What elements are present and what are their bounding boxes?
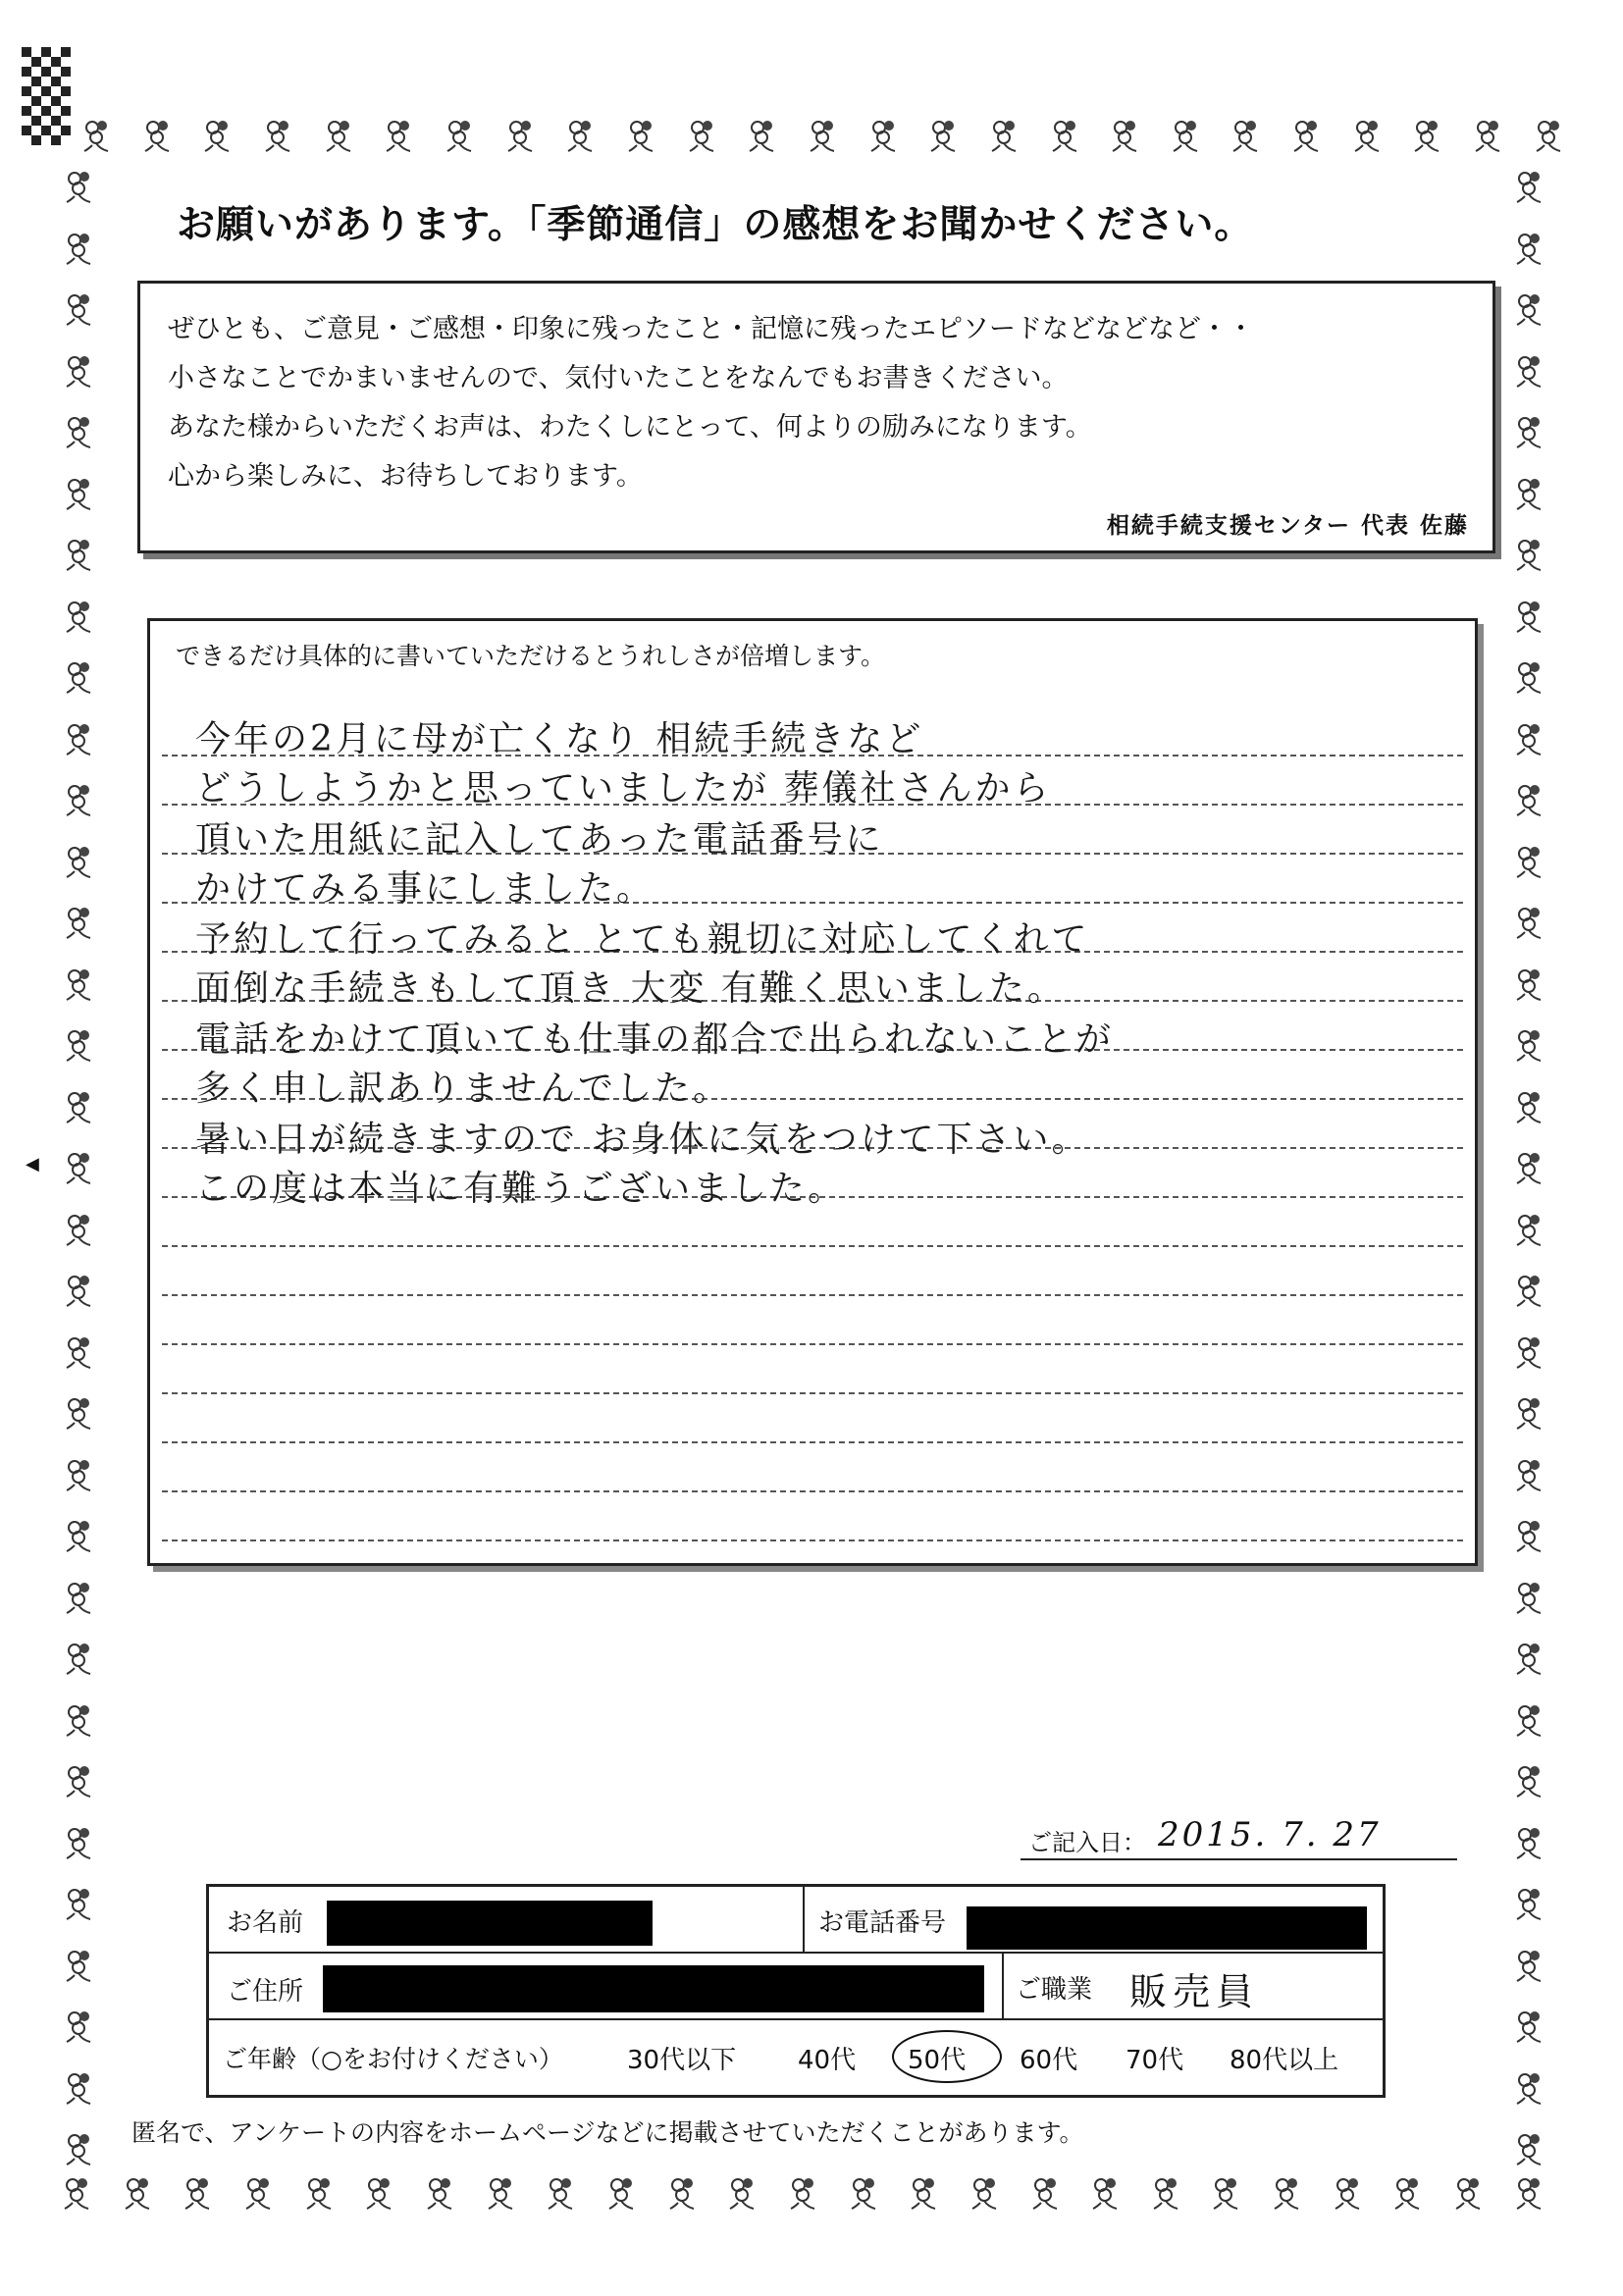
comment-box[interactable]: [147, 618, 1478, 1566]
flower-ornament-icon: [1511, 842, 1550, 881]
flower-ornament-icon: [925, 116, 965, 155]
intro-line: あなた様からいただくお声は、わたくしにとって、何よりの励みになります。: [168, 412, 1092, 443]
flower-ornament-icon: [744, 116, 783, 155]
handwritten-line: 電話をかけて頂いても仕事の都合で出られないことが: [195, 1019, 1115, 1060]
phone-redaction: [967, 1906, 1367, 1950]
flower-ornament-icon: [1208, 2173, 1247, 2213]
handwritten-line: 今年の2月に母が亡くなり 相続手続きなど: [195, 719, 924, 759]
flower-ornament-icon: [684, 116, 723, 155]
flower-ornament-icon: [1511, 1148, 1550, 1187]
name-label: お名前: [227, 1908, 304, 1938]
flower-ornament-icon: [61, 1271, 100, 1310]
flower-ornament-icon: [1511, 167, 1550, 206]
age-option-80s-or-above[interactable]: 80代以上: [1230, 2046, 1339, 2075]
comment-instruction: できるだけ具体的に書いていただけるとうれしさが倍増します。: [176, 642, 886, 670]
handwritten-line: この度は本当に有難うございました。: [195, 1169, 847, 1209]
flower-ornament-icon: [1511, 965, 1550, 1004]
flower-ornament-icon: [61, 1578, 100, 1617]
flower-ornament-icon: [1511, 1639, 1550, 1678]
flower-ornament-icon: [664, 2173, 704, 2213]
flower-ornament-icon: [502, 116, 542, 155]
flower-ornament-icon: [603, 2173, 643, 2213]
address-redaction: [323, 1965, 984, 2012]
flower-ornament-icon: [260, 116, 299, 155]
flower-ornament-icon: [1087, 2173, 1126, 2213]
flower-ornament-icon: [61, 289, 100, 329]
phone-label: お電話番号: [818, 1908, 947, 1938]
age-option-70s[interactable]: 70代: [1126, 2046, 1184, 2075]
selected-age-circle: [892, 2030, 1002, 2083]
flower-ornament-icon: [986, 116, 1025, 155]
flower-ornament-icon: [483, 2173, 522, 2213]
phone-field[interactable]: [805, 1887, 1383, 1952]
flower-ornament-icon: [967, 2173, 1006, 2213]
flower-ornament-icon: [1450, 2173, 1490, 2213]
flower-ornament-icon: [1511, 535, 1550, 574]
page-title: お願いがあります。「季節通信」の感想をお聞かせください。: [177, 203, 1254, 247]
flower-ornament-icon: [562, 116, 602, 155]
ruled-line: [162, 1392, 1463, 1394]
flower-ornament-icon: [1511, 229, 1550, 268]
signature: 相続手続支援センター 代表 佐藤: [1106, 513, 1469, 539]
flower-ornament-icon: [1511, 1516, 1550, 1555]
flower-ornament-icon: [1511, 1210, 1550, 1249]
flower-ornament-icon: [61, 842, 100, 881]
flower-ornament-icon: [543, 2173, 582, 2213]
date-label: ご記入日：: [1028, 1829, 1146, 1856]
flower-ornament-icon: [61, 229, 100, 268]
occupation-value: 販売員: [1129, 1970, 1260, 2013]
flower-ornament-icon: [61, 1025, 100, 1065]
handwritten-line: 暑い日が続きますので お身体に気をつけて下さい。: [195, 1120, 1090, 1160]
flower-ornament-icon: [1511, 2007, 1550, 2046]
flower-ornament-icon: [1531, 116, 1570, 155]
ruled-line: [162, 1539, 1463, 1541]
flower-ornament-icon: [1511, 412, 1550, 451]
flower-ornament-icon: [1511, 1332, 1550, 1372]
flower-ornament-icon: [61, 1087, 100, 1126]
date-value: 2015. 7. 27: [1158, 1815, 1382, 1854]
flower-ornament-icon: [61, 2068, 100, 2108]
intro-box: [137, 281, 1495, 553]
flower-ornament-icon: [1511, 1271, 1550, 1310]
flower-ornament-icon: [61, 1455, 100, 1494]
flower-ornament-icon: [61, 719, 100, 758]
flower-ornament-icon: [1511, 289, 1550, 329]
name-field[interactable]: [209, 1887, 803, 1952]
date-field[interactable]: [1021, 1815, 1457, 1860]
flower-ornament-icon: [61, 597, 100, 636]
info-table: [206, 1884, 1386, 2098]
flower-ornament-icon: [240, 2173, 280, 2213]
flower-ornament-icon: [1288, 116, 1328, 155]
flower-ornament-icon: [61, 1823, 100, 1862]
address-label: ご住所: [227, 1977, 304, 2007]
floral-border-bottom: [59, 2173, 1550, 2218]
flower-ornament-icon: [1511, 597, 1550, 636]
flower-ornament-icon: [1409, 116, 1448, 155]
name-redaction: [327, 1901, 653, 1946]
flower-ornament-icon: [1047, 116, 1086, 155]
flower-ornament-icon: [422, 2173, 461, 2213]
flower-ornament-icon: [1511, 1025, 1550, 1065]
flower-ornament-icon: [1511, 1823, 1550, 1862]
flower-ornament-icon: [1511, 1087, 1550, 1126]
handwritten-line: 多く申し訳ありませんでした。: [195, 1069, 732, 1109]
age-option-30s-or-below[interactable]: 30代以下: [627, 2046, 737, 2075]
flower-ornament-icon: [61, 1332, 100, 1372]
flower-ornament-icon: [61, 2007, 100, 2046]
flower-ornament-icon: [61, 412, 100, 451]
flower-ornament-icon: [199, 116, 238, 155]
flower-ornament-icon: [1511, 1455, 1550, 1494]
flower-ornament-icon: [61, 903, 100, 942]
flower-ornament-icon: [1511, 780, 1550, 819]
flower-ornament-icon: [1511, 719, 1550, 758]
flower-ornament-icon: [1027, 2173, 1067, 2213]
flower-ornament-icon: [61, 1393, 100, 1433]
flower-ornament-icon: [61, 657, 100, 697]
flower-ornament-icon: [180, 2173, 219, 2213]
floral-border-left: [61, 167, 106, 2168]
flower-ornament-icon: [61, 1516, 100, 1555]
flower-ornament-icon: [623, 116, 662, 155]
age-option-50s[interactable]: 50代: [908, 2046, 967, 2075]
flower-ornament-icon: [321, 116, 360, 155]
age-option-40s[interactable]: 40代: [798, 2046, 857, 2075]
flower-ornament-icon: [301, 2173, 340, 2213]
floral-border-top: [79, 116, 1570, 161]
flower-ornament-icon: [61, 535, 100, 574]
flower-ornament-icon: [1511, 1393, 1550, 1433]
flower-ornament-icon: [1511, 2068, 1550, 2108]
flower-ornament-icon: [1511, 1578, 1550, 1617]
flower-ornament-icon: [1511, 657, 1550, 697]
triangle-marker-icon: ◀: [26, 1154, 39, 1174]
flower-ornament-icon: [1107, 116, 1146, 155]
ruled-line: [162, 1490, 1463, 1492]
flower-ornament-icon: [61, 1884, 100, 1923]
occupation-label: ご職業: [1016, 1975, 1093, 2005]
flower-ornament-icon: [61, 351, 100, 391]
flower-ornament-icon: [865, 116, 905, 155]
age-option-60s[interactable]: 60代: [1020, 2046, 1078, 2075]
flower-ornament-icon: [61, 1761, 100, 1800]
flower-ornament-icon: [1511, 1761, 1550, 1800]
flower-ornament-icon: [61, 1700, 100, 1740]
intro-line: ぜひとも、ご意見・ご感想・印象に残ったこと・記憶に残ったエピソードなどなどなど・・: [168, 314, 1254, 344]
flower-ornament-icon: [1511, 2173, 1550, 2213]
flower-ornament-icon: [1389, 2173, 1429, 2213]
flower-ornament-icon: [61, 167, 100, 206]
intro-line: 心から楽しみに、お待ちしております。: [168, 461, 643, 492]
handwritten-line: 予約して行ってみると とても親切に対応してくれて: [195, 919, 1090, 960]
floral-border-right: [1511, 167, 1556, 2168]
flower-ornament-icon: [805, 116, 844, 155]
flower-ornament-icon: [846, 2173, 885, 2213]
flower-ornament-icon: [1269, 2173, 1308, 2213]
address-field[interactable]: [209, 1954, 1002, 2018]
flower-ornament-icon: [1511, 1946, 1550, 1985]
flower-ornament-icon: [1228, 116, 1267, 155]
flower-ornament-icon: [61, 1210, 100, 1249]
ruled-line: [162, 1441, 1463, 1443]
flower-ornament-icon: [724, 2173, 763, 2213]
flower-ornament-icon: [1511, 351, 1550, 391]
ruled-line: [162, 1245, 1463, 1247]
ruled-line: [162, 1343, 1463, 1345]
occupation-field[interactable]: [1004, 1954, 1383, 2018]
flower-ornament-icon: [1511, 474, 1550, 513]
flower-ornament-icon: [1168, 116, 1207, 155]
flower-ornament-icon: [906, 2173, 945, 2213]
flower-ornament-icon: [61, 474, 100, 513]
handwritten-line: どうしようかと思っていましたが 葬儀社さんから: [195, 768, 1052, 809]
flower-ornament-icon: [139, 116, 179, 155]
flower-ornament-icon: [1148, 2173, 1187, 2213]
flower-ornament-icon: [1511, 2129, 1550, 2168]
flower-ornament-icon: [1511, 903, 1550, 942]
age-field[interactable]: [209, 2020, 1383, 2095]
handwritten-line: 面倒な手続きもして頂き 大変 有難く思いました。: [195, 968, 1066, 1009]
flower-ornament-icon: [1511, 1700, 1550, 1740]
flower-ornament-icon: [61, 965, 100, 1004]
flower-ornament-icon: [361, 2173, 400, 2213]
flower-ornament-icon: [442, 116, 481, 155]
flower-ornament-icon: [79, 116, 118, 155]
handwritten-line: 頂いた用紙に記入してあった電話番号に: [195, 819, 884, 860]
intro-line: 小さなことでかまいませんので、気付いたことをなんでもお書きください。: [168, 363, 1069, 393]
flower-ornament-icon: [61, 2129, 100, 2168]
flower-ornament-icon: [59, 2173, 98, 2213]
age-label: ご年齢（○をお付けください）: [223, 2045, 563, 2073]
flower-ornament-icon: [61, 1946, 100, 1985]
footer-note: 匿名で、アンケートの内容をホームページなどに掲載させていただくことがあります。: [131, 2118, 1084, 2147]
flower-ornament-icon: [61, 780, 100, 819]
ruled-line: [162, 1294, 1463, 1296]
handwritten-line: かけてみる事にしました。: [195, 868, 655, 909]
flower-ornament-icon: [61, 1148, 100, 1187]
flower-ornament-icon: [1511, 1884, 1550, 1923]
checker-pattern-decoration: [22, 47, 73, 165]
flower-ornament-icon: [381, 116, 420, 155]
flower-ornament-icon: [785, 2173, 824, 2213]
flower-ornament-icon: [120, 2173, 159, 2213]
flower-ornament-icon: [1330, 2173, 1369, 2213]
flower-ornament-icon: [1470, 116, 1509, 155]
flower-ornament-icon: [1349, 116, 1388, 155]
flower-ornament-icon: [61, 1639, 100, 1678]
